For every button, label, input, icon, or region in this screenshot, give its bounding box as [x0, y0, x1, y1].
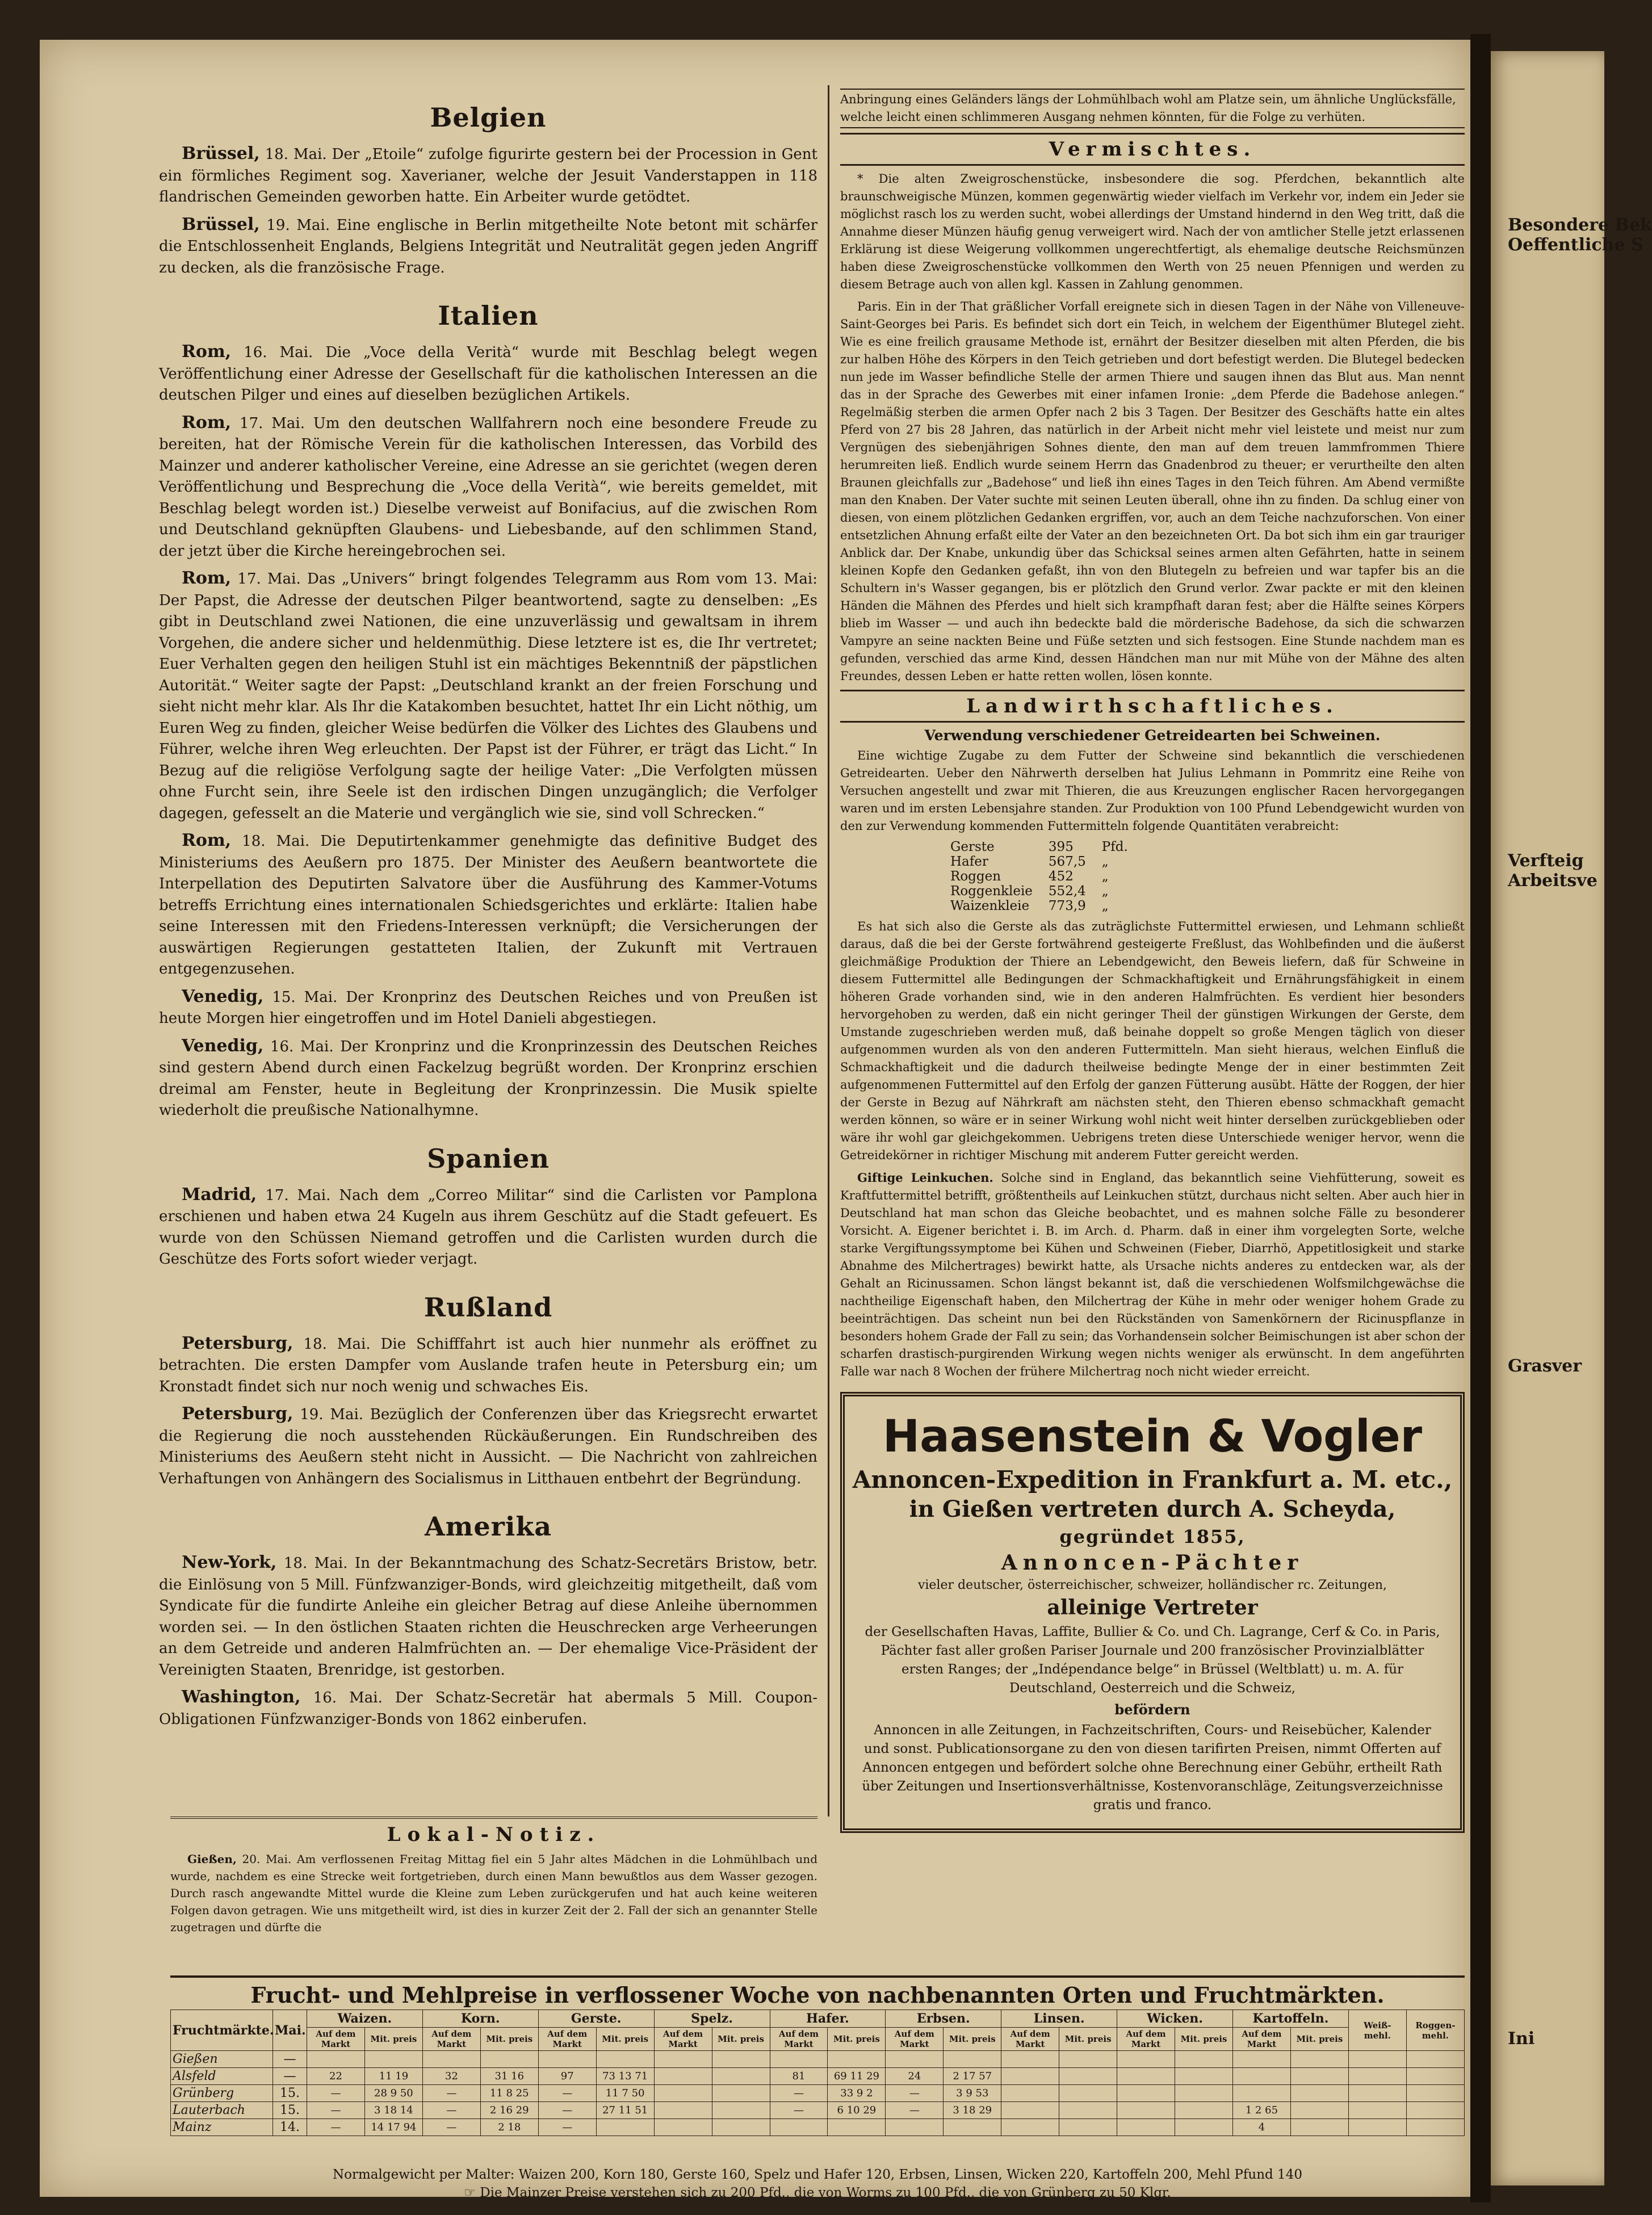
column-rule	[828, 85, 829, 1817]
local-notice	[170, 1817, 817, 1972]
price-cell	[422, 2051, 480, 2068]
article	[159, 1184, 817, 1270]
article	[159, 1403, 817, 1490]
ad-line: Annoncen-Pächter	[1001, 1551, 1304, 1575]
price-cell	[770, 2051, 828, 2068]
price-cell: 24	[886, 2068, 944, 2085]
price-cell	[1290, 2102, 1348, 2119]
market-name: Alsfeld	[171, 2068, 273, 2085]
grain-column-header: Korn.	[422, 2010, 538, 2028]
price-cell: —	[538, 2085, 596, 2102]
adjacent-page-fragment	[1491, 51, 1652, 2185]
flour-cell	[1348, 2102, 1406, 2119]
price-cell: 3 9 53	[944, 2085, 1001, 2102]
ad-line: der Gesellschaften Havas, Laffite, Bullier & Co. und Ch. Lagrange, Cerf & Co. in Paris, Pächter fast aller großen Pariser Journale und 200 französischer Provinzialblätter ersten Ranges; der „Indépendance belge“ in Brüssel (Weltblatt) u. m. A. für Deutschland, Oesterreich und die Schweiz,	[865, 1625, 1440, 1696]
feed-value: 452	[1048, 869, 1074, 884]
price-cell: 31 16	[480, 2068, 538, 2085]
price-cell: 97	[538, 2068, 596, 2085]
price-cell: —	[307, 2119, 365, 2136]
feed-value: 567,5	[1048, 854, 1086, 869]
feed-value: 552,4	[1048, 884, 1086, 899]
dateline: Rom,	[182, 830, 232, 850]
footnote: Normalgewicht per Malter: Waizen 200, Korn 180, Gerste 160, Spelz und Hafer 120, Erbsen, Linsen, Wicken 220, Kartoffeln 200, Mehl Pfund 140	[333, 2167, 1302, 2182]
grain-column-header: Linsen.	[1001, 2010, 1117, 2028]
price-cell	[828, 2119, 886, 2136]
article	[159, 986, 817, 1030]
feed-unit: Pfd.	[1101, 840, 1128, 854]
section-title: Landwirthschaftliches.	[840, 690, 1465, 723]
price-cell	[1290, 2051, 1348, 2068]
price-subheader: Mit. preis	[1059, 2028, 1117, 2051]
market-date: 14.	[273, 2119, 307, 2136]
price-subheader: Mit. preis	[364, 2028, 422, 2051]
feed-row	[942, 884, 1136, 899]
section-title: Spanien	[427, 1143, 550, 1174]
price-cell: 11 7 50	[596, 2085, 654, 2102]
article	[159, 341, 817, 406]
price-cell: 14 17 94	[364, 2119, 422, 2136]
price-subheader: Auf dem Markt	[1117, 2028, 1175, 2051]
feed-name: Roggenkleie	[950, 884, 1033, 899]
fragment-line: Arbeitsve	[1508, 871, 1598, 891]
price-cell	[712, 2119, 770, 2136]
section-title: Lokal-Notiz.	[387, 1823, 601, 1846]
feed-unit: „	[1101, 854, 1109, 869]
flour-column-header: Weiß-mehl.	[1348, 2010, 1406, 2051]
feed-unit: „	[1101, 884, 1109, 899]
price-cell	[1233, 2085, 1291, 2102]
subheading: Giftige Leinkuchen.	[857, 1171, 993, 1185]
ad-line: Annoncen in alle Zeitungen, in Fachzeitschriften, Cours- und Reisebücher, Kalender und sonst. Publicationsorgane zu den von diesen tarifirten Preisen, nimmt Offerten auf Annoncen entgegen und befördert solche ohne Berechnung einer Gebühr, ertheilt Rath über Zeitungen und Insertionsverhältnisse, Kostenvoranschläge, Zeitungsverzeichnisse gratis und franco.	[862, 1723, 1443, 1813]
price-cell	[1117, 2119, 1175, 2136]
price-cell	[1059, 2068, 1117, 2085]
price-cell: 32	[422, 2068, 480, 2085]
price-cell: 2 16 29	[480, 2102, 538, 2119]
ad-firm-name: Haasenstein & Vogler	[882, 1411, 1423, 1462]
advertisement	[840, 1392, 1465, 1833]
price-cell: —	[886, 2085, 944, 2102]
price-subheader: Mit. preis	[828, 2028, 886, 2051]
price-cell	[654, 2085, 712, 2102]
price-cell: —	[307, 2102, 365, 2119]
price-subheader: Mit. preis	[1175, 2028, 1233, 2051]
market-rows	[171, 2051, 1465, 2136]
price-cell: 81	[770, 2068, 828, 2085]
fragment-line: Oeffentliche S	[1508, 235, 1643, 255]
market-row	[171, 2051, 1465, 2068]
flour-cell	[1406, 2051, 1464, 2068]
price-cell	[1001, 2119, 1059, 2136]
price-cell: —	[422, 2085, 480, 2102]
grain-column-header: Wicken.	[1117, 2010, 1233, 2028]
price-cell: —	[770, 2085, 828, 2102]
dateline: Venedig,	[182, 1035, 264, 1056]
grain-column-header: Kartoffeln.	[1233, 2010, 1349, 2028]
price-cell	[596, 2119, 654, 2136]
price-cell	[1059, 2119, 1117, 2136]
section-title: Belgien	[430, 102, 547, 133]
article	[159, 214, 817, 279]
feed-value: 395	[1048, 840, 1074, 854]
market-column-header: Fruchtmärkte.	[171, 2010, 273, 2051]
price-cell	[712, 2085, 770, 2102]
market-name: Grünberg	[171, 2085, 273, 2102]
fragment-line: Besondere Bek	[1508, 215, 1652, 235]
paragraph: * Die alten Zweigroschenstücke, insbesondere die sog. Pferdchen, bekanntlich alte braunschweigische Münzen, kommen gegenwärtig wieder vielfach im Verkehr vor, indem ein Jeder sie möglichst rasch los zu werden sucht, wobei allerdings der Umstand hindernd in den Weg tritt, daß die Annahme dieser Münzen häufig genug verweigert wird. Nach der von amtlicher Stelle jetzt erlassenen Erklärung ist diese Weigerung vollkommen ungerechtfertigt, als ehemalige deutsche Reichsmünzen haben diese Zweigroschenstücke vollkommen den Werth von 25 neuen Pfennigen und werden zu diesem Betrage auch von allen kgl. Kassen in Zahlung genommen.	[840, 172, 1465, 291]
price-cell	[1001, 2068, 1059, 2085]
page-gutter	[1470, 34, 1491, 2203]
dateline: Gießen,	[187, 1852, 237, 1866]
article-text: 18. Mai. Die Deputirtenkammer genehmigte das definitive Budget des Ministeriums des Aeußern pro 1875. Der Minister des Aeußern beantwortete die Interpellation des Deputirten Salvatore über die Ausführung des Kammer-Votums betreffs Errichtung eines internationalen Schiedsgerichtes und erklärte: Italien habe seine Interessen mit den Friedens-Interessen verknüpft; die Versicherungen der auswärtigen Regierungen gestatteten Italien, der Zukunft mit Vertrauen entgegenzusehen.	[159, 833, 818, 978]
price-subheader: Auf dem Markt	[770, 2028, 828, 2051]
article	[159, 412, 817, 563]
price-cell	[654, 2051, 712, 2068]
flour-cell	[1348, 2051, 1406, 2068]
price-cell: 2 17 57	[944, 2068, 1001, 2085]
dateline: Washington,	[182, 1687, 301, 1707]
dateline: Brüssel,	[182, 214, 260, 234]
price-cell	[944, 2051, 1001, 2068]
market-name: Mainz	[171, 2119, 273, 2136]
section-title: Rußland	[424, 1291, 553, 1323]
market-name: Gießen	[171, 2051, 273, 2068]
price-cell	[1290, 2068, 1348, 2085]
dateline: Petersburg,	[182, 1333, 293, 1353]
price-cell	[596, 2051, 654, 2068]
price-cell	[1175, 2068, 1233, 2085]
paragraph: Es hat sich also die Gerste als das zuträglichste Futtermittel erwiesen, und Lehmann schließt daraus, daß die bei der Gerste fortwährend gesteigerte Freßlust, das Wohlbefinden und die äußerst gleichmäßige Produktion der Thiere an Lebendgewicht, den Beweis liefern, daß für Schweine in diesem Futtermittel alle Bedingungen der Schmackhaftigkeit und Ernährungsfähigkeit in einem höheren Grade vorhanden sind, wie in den anderen Halmfrüchten. Es verdient hier besonders hervorgehoben zu werden, daß ein nicht geringer Theil der günstigen Wirkungen der Gerste, dem Umstande zugeschrieben werden muß, daß beinahe doppelt so große Mengen täglich von dieser aufgenommen wurden als von den anderen Futtermitteln. Man sieht hieraus, welchen Einfluß die Schmackhaftigkeit und die dadurch theilweise bedingte Menge der in einer bestimmten Zeit aufgenommenen Futtermittel auf den Erfolg der ganzen Fütterung ausübt. Hätte der Roggen, der hier der Gerste in Bezug auf Nährkraft am nächsten steht, den Thieren ebenso schmackhaft gemacht werden können, so wäre er in seiner Wirkung wohl nicht weit hinter derselben zurückgeblieben oder wäre ihr wohl gar gleichgekommen. Uebrigens treten diese Unterschiede weniger hervor, wenn die Getreidekörner in richtiger Mischung mit anderem Futter gereicht werden.	[840, 920, 1465, 1162]
market-name: Lauterbach	[171, 2102, 273, 2119]
flour-cell	[1406, 2119, 1464, 2136]
price-cell	[1001, 2102, 1059, 2119]
flour-cell	[1348, 2068, 1406, 2085]
article-text: 17. Mai. Das „Univers“ bringt folgendes Telegramm aus Rom vom 13. Mai: Der Papst, die Adresse der deutschen Pilger beantwortend, sagte zu denselben: „Es gibt in Deutschland zwei Nationen, die eine unzuverlässig und gewaltsam in ihrem Vorgehen, die andere sicher und heldenmüthig. Diese letztere ist es, die Ihr vertretet; Euer Verhalten gegen den heiligen Stuhl ist ein mächtiges Bekenntniß der päpstlichen Autorität.“ Weiter sagte der Papst: „Deutschland krankt an der freien Forschung und sieht nicht mehr klar. Als Ihr die Katakomben besuchtet, hattet Ihr ein Licht nöthig, um Euren Weg zu finden, gleicher Weise bedürfen die Völker des Lichtes des Glaubens und Führer, welche ihren Weg erleuchten. Der Papst ist der Führer, er trägt das Licht.“ In Bezug auf die religiöse Verfolgung sagte der heilige Vater: „Die Verfolgten müssen ohne Furcht sein, ihre Seele ist den irdischen Dingen unzugänglich; die Verfolger dagegen, gefesselt an die Materie und vergänglich wie sie, sind voll Schrecken.“	[159, 570, 818, 822]
ad-line: in Gießen vertreten durch A. Scheyda,	[909, 1496, 1396, 1522]
article	[159, 1333, 817, 1398]
flour-cell	[1406, 2068, 1464, 2085]
dateline: Venedig,	[182, 986, 264, 1006]
dateline: New-York,	[182, 1553, 277, 1572]
price-cell: —	[422, 2102, 480, 2119]
flour-column-header: Roggen-mehl.	[1406, 2010, 1464, 2051]
price-cell	[1117, 2051, 1175, 2068]
paragraph-text: Solche sind in England, das bekanntlich seine Viehfütterung, soweit es Kraftfuttermittel betrifft, größtentheils auf Leinkuchen stützt, durchaus nicht selten. Aber auch hier in Deutschland hat man schon das Gleiche beobachtet, und es mahnen solche Fälle zu besonderer Vorsicht. A. Eigener berichtet i. B. im Arch. d. Pharm. daß in einer ihm vorgelegten Sorte, welche starke Vergiftungssymptome bei Kühen und Schweinen (Fieber, Diarrhö, Appetitlosigkeit und starke Abnahme des Milchertrages) bewirkt hatte, als Ursache nichts anderes zu entdecken war, als der Gehalt an Ricinussamen. Schon längst bekannt ist, daß die verschiedenen Wolfsmilchgewächse die nachtheilige Eigenschaft haben, den Milchertrag der Kühe in mehr oder weniger hohem Grade zu beeinträchtigen. Das scheint nun bei den Rückständen von Samenkörnern der Ricinuspflanze in besonders hohem Grade der Fall zu sein; das Vorhandensein solcher Beimischungen ist aber schon der scharfen drastisch-purgirenden Wirkung wegen nichts weniger als erwünscht. In dem angeführten Falle war nach 8 Wochen der frühere Milchertrag noch nicht wieder erreicht.	[840, 1171, 1465, 1378]
paragraph	[170, 1851, 817, 1936]
right-column	[840, 85, 1465, 1813]
dateline: Rom,	[182, 342, 232, 362]
feed-name: Hafer	[950, 854, 988, 869]
date-column-header: Mai.	[273, 2010, 307, 2051]
price-cell	[1233, 2068, 1291, 2085]
price-cell	[1117, 2068, 1175, 2085]
price-subheader: Mit. preis	[596, 2028, 654, 2051]
section-title: Amerika	[424, 1511, 552, 1542]
article	[159, 1035, 817, 1122]
market-date: —	[273, 2068, 307, 2085]
market-table-title: Frucht- und Mehlpreise in verflossener Woche von nachbenannten Orten und Fruchtmärkten.	[170, 1975, 1465, 2008]
feed-value: 773,9	[1048, 899, 1086, 913]
market-row	[171, 2119, 1465, 2136]
market-row	[171, 2068, 1465, 2085]
grain-column-header: Erbsen.	[886, 2010, 1001, 2028]
feed-name: Roggen	[950, 869, 1001, 884]
grain-column-header: Spelz.	[654, 2010, 770, 2028]
price-cell	[886, 2119, 944, 2136]
price-subheader: Auf dem Markt	[1233, 2028, 1291, 2051]
price-cell: 27 11 51	[596, 2102, 654, 2119]
price-cell	[1175, 2119, 1233, 2136]
market-date: —	[273, 2051, 307, 2068]
article-text: 15. Mai. Der Kronprinz des Deutschen Reiches und von Preußen ist heute Morgen hier eingetroffen und im Hotel Danieli abgestiegen.	[159, 988, 818, 1027]
ad-line: vieler deutscher, österreichischer, schweizer, holländischer rc. Zeitungen,	[917, 1578, 1387, 1592]
feed-table	[942, 840, 1136, 913]
price-cell: —	[886, 2102, 944, 2119]
price-subheader: Auf dem Markt	[422, 2028, 480, 2051]
article-text: 18. Mai. Der „Etoile“ zufolge figurirte gestern bei der Procession in Gent ein förmliches Regiment sog. Xaverianer, welche der Jesuit Vanderstappen in 118 flandrischen Gemeinden geworben hatte. Ein Arbeiter wurde getödtet.	[159, 146, 817, 205]
grain-column-header: Gerste.	[538, 2010, 654, 2028]
price-cell	[712, 2051, 770, 2068]
paragraph: Eine wichtige Zugabe zu dem Futter der Schweine sind bekanntlich die verschiedenen Getreidearten. Ueber den Nährwerth derselben hat Julius Lehmann in Pommritz eine Reihe von Versuchen angestellt und zwar mit Thieren, die aus Kreuzungen englischer Racen hervorgegangen waren und im ersten Lebensjahre standen. Zur Produktion von 100 Pfund Lebendgewicht wurden von den zur Verwendung kommenden Futtermitteln folgende Quantitäten verabreicht:	[840, 749, 1465, 833]
article-text: 16. Mai. Der Kronprinz und die Kronprinzessin des Deutschen Reiches sind gestern Abend durch einen Fackelzug begrüßt worden. Der Kronprinz erschien dreimal am Fenster, heute in Begleitung der Kronprinzessin. Die Musik spielte wiederholt die preußische Nationalhymne.	[159, 1038, 818, 1119]
price-cell	[1233, 2051, 1291, 2068]
price-cell: 28 9 50	[364, 2085, 422, 2102]
article	[159, 1552, 817, 1681]
price-cell	[654, 2068, 712, 2085]
price-cell: —	[538, 2102, 596, 2119]
grain-column-header: Waizen.	[307, 2010, 423, 2028]
dateline: Brüssel,	[182, 144, 260, 163]
price-cell	[480, 2051, 538, 2068]
price-cell: —	[770, 2102, 828, 2119]
price-cell	[712, 2102, 770, 2119]
price-subheader: Auf dem Markt	[538, 2028, 596, 2051]
price-cell	[364, 2051, 422, 2068]
price-cell: 11 19	[364, 2068, 422, 2085]
price-cell	[1175, 2085, 1233, 2102]
paragraph	[840, 1169, 1465, 1381]
price-cell: 22	[307, 2068, 365, 2085]
price-cell	[1059, 2085, 1117, 2102]
article	[159, 568, 817, 824]
feed-row	[942, 869, 1136, 884]
price-cell: 3 18 14	[364, 2102, 422, 2119]
price-cell	[654, 2119, 712, 2136]
price-cell: 73 13 71	[596, 2068, 654, 2085]
price-cell	[712, 2068, 770, 2085]
price-cell: 1 2 65	[1233, 2102, 1291, 2119]
market-date: 15.	[273, 2085, 307, 2102]
price-cell	[1117, 2085, 1175, 2102]
price-subheader: Auf dem Markt	[654, 2028, 712, 2051]
grain-header-row	[171, 2010, 1465, 2028]
price-cell	[1175, 2051, 1233, 2068]
price-cell	[307, 2051, 365, 2068]
sub-header-row	[171, 2028, 1465, 2051]
article	[159, 143, 817, 208]
flour-cell	[1348, 2119, 1406, 2136]
market-date: 15.	[273, 2102, 307, 2119]
dateline: Rom,	[182, 412, 232, 433]
market-price-table	[170, 2010, 1465, 2136]
paragraph-text: 20. Mai. Am verflossenen Freitag Mittag fiel ein 5 Jahr altes Mädchen in die Lohmühlbach und wurde, nachdem es eine Strecke weit fortgetrieben, durch einen Mann bewußtlos aus dem Wasser gezogen. Durch rasch angewandte Mittel wurde die Kleine zum Leben zurückgerufen und hat auch keine weiteren Folgen davon getragen. Wie uns mitgetheilt wird, ist dies in kurzer Zeit der 2. Fall der sich an genannter Stelle zugetragen und dürfte die	[170, 1852, 817, 1934]
dateline: Rom,	[182, 568, 232, 588]
article	[159, 1687, 817, 1730]
price-cell	[1175, 2102, 1233, 2119]
article-text: 19. Mai. Bezüglich der Conferenzen über das Kriegsrecht erwartet die Regierung die noch ausstehenden Rückäußerungen. Ein Rundschreiben des Ministeriums des Aeußern steht nicht in Aussicht. — Die Nachricht von zahlreichen Verhaftungen von Anhängern des Socialismus in Litthauen entbehrt der Begründung.	[159, 1406, 817, 1487]
price-cell	[886, 2051, 944, 2068]
price-subheader: Mit. preis	[712, 2028, 770, 2051]
left-column	[159, 102, 817, 1799]
paragraph: Paris. Ein in der That gräßlicher Vorfall ereignete sich in diesen Tagen in der Nähe von Villeneuve-Saint-Georges bei Paris. Es befindet sich dort ein Teich, in welchem der Eigenthümer Blutegel zieht. Wie es eine freilich grausame Methode ist, ernährt der Besitzer dieselben mit alten Pferden, die bis zur halben Höhe des Körpers in den Teich getrieben und dort befestigt werden. Die Blutegel bedecken nun jede im Wasser befindliche Stelle der armen Thiere und saugen ihnen das Blut aus. Man nennt das in der Sprache des Gewerbes mit einer infamen Ironie: „dem Pferde die Badehose anlegen.“ Regelmäßig sterben die armen Opfer nach 2 bis 3 Tagen. Der Besitzer des Geschäfts hatte ein altes Pferd von 27 bis 28 Jahren, das natürlich in der Arbeit nicht mehr viel leistete und meist nur zum Vergnügen des siebenjährigen Sohnes diente, den man auf dem treuen lammfrommen Thiere herumreiten ließ. Endlich wurde seinem Herrn das Gnadenbrod zu theuer; er verurtheilte den alten Braunen gleichfalls zur „Badehose“ und ließ ihn eines Tages in den Teich führen. Am Abend vermißte man den Knaben. Der Vater suchte mit seinen Leuten überall, ohne ihn zu finden. Da schlug einer von diesen, von einem plötzlichen Gedanken ergriffen, vor, auch an dem Teiche nachzuforschen. Von einer entsetzlichen Ahnung erfaßt eilte der Vater an den bezeichneten Ort. Da bot sich ihm ein gar trauriger Anblick dar. Der Knabe, unkundig über das Schicksal seines armen alten Gefährten, hatte in seinem kleinen Kopfe den Gedanken gefaßt, ihn von den Blutegeln zu befreien und war tapfer bis an die Schultern in's Wasser gegangen, bis er plötzlich den Grund verlor. Zwar packte er mit den kleinen Händen die Mähnen des Pferdes und hielt sich krampfhaft daran fest; aber die Hälfte seines Körpers blieb im Wasser — und auch ihn bedeckte bald die mörderische Badehose, da sich die schwarzen Vampyre an seine nackten Beine und Füße setzten und sich festsogen. Eine Stunde nachdem man es gefunden, verschied das arme Kind, dessen Händchen man nur mit Mühe von der Mähne des alten Freundes, dessen Leben er hatte retten wollen, lösen konnte.	[840, 300, 1465, 683]
price-subheader: Auf dem Markt	[307, 2028, 365, 2051]
price-cell	[654, 2102, 712, 2119]
price-cell: 11 8 25	[480, 2085, 538, 2102]
price-subheader: Mit. preis	[1290, 2028, 1348, 2051]
price-cell	[1059, 2051, 1117, 2068]
feed-row	[942, 899, 1136, 913]
subheading: Verwendung verschiedener Getreidearten bei Schweinen.	[924, 727, 1381, 744]
price-cell	[1290, 2119, 1348, 2136]
section-title: Italien	[438, 300, 539, 331]
ad-line: befördern	[1114, 1701, 1190, 1718]
price-cell	[1001, 2051, 1059, 2068]
flour-cell	[1406, 2102, 1464, 2119]
section-title: Vermischtes.	[840, 133, 1465, 166]
feed-name: Gerste	[950, 840, 995, 854]
price-subheader: Mit. preis	[944, 2028, 1001, 2051]
article-text: 18. Mai. Die Schifffahrt ist auch hier nunmehr als eröffnet zu betrachten. Die ersten Dampfer vom Auslande trafen heute in Petersburg ein; um Kronstadt findet sich nur noch wenig und schwaches Eis.	[159, 1335, 817, 1395]
ad-line: gegründet 1855,	[1059, 1526, 1246, 1547]
price-cell: 6 10 29	[828, 2102, 886, 2119]
price-cell	[770, 2119, 828, 2136]
ad-line: alleinige Vertreter	[1047, 1596, 1258, 1620]
price-cell: 33 9 2	[828, 2085, 886, 2102]
top-notice: Anbringung eines Geländers längs der Lohmühlbach wohl am Platze sein, um ähnliche Unglücksfälle, welche leicht einen schlimmeren Ausgang nehmen könnten, für die Folge zu verhüten.	[840, 89, 1465, 128]
grain-column-header: Hafer.	[770, 2010, 886, 2028]
article-text: 16. Mai. Der Schatz-Secretär hat abermals 5 Mill. Coupon-Obligationen Fünfzwanziger-Bonds von 1862 einberufen.	[159, 1689, 818, 1728]
price-subheader: Auf dem Markt	[1001, 2028, 1059, 2051]
fragment-line: Ini	[1508, 2029, 1535, 2049]
flour-cell	[1348, 2085, 1406, 2102]
price-cell: —	[538, 2119, 596, 2136]
price-cell	[1117, 2102, 1175, 2119]
price-cell: 2 18	[480, 2119, 538, 2136]
article-text: 16. Mai. Die „Voce della Verità“ wurde mit Beschlag belegt wegen Veröffentlichung einer Adresse der Gesellschaft für die katholischen Interessen an die deutschen Pilger und eines auf dieselben bezüglichen Artikels.	[159, 344, 818, 404]
feed-unit: „	[1101, 899, 1109, 913]
feed-row	[942, 854, 1136, 869]
price-cell	[828, 2051, 886, 2068]
price-cell	[1290, 2085, 1348, 2102]
dateline: Petersburg,	[182, 1404, 293, 1424]
price-subheader: Auf dem Markt	[886, 2028, 944, 2051]
market-row	[171, 2102, 1465, 2119]
fragment-line: Grasver	[1508, 1356, 1582, 1376]
feed-unit: „	[1101, 869, 1109, 884]
article	[159, 830, 817, 980]
flour-cell	[1406, 2085, 1464, 2102]
price-cell: 69 11 29	[828, 2068, 886, 2085]
market-row	[171, 2085, 1465, 2102]
fragment-line: Verfteig	[1508, 851, 1584, 871]
feed-row	[942, 840, 1136, 854]
article-text: 17. Mai. Um den deutschen Wallfahrern noch eine besondere Freude zu bereiten, hat der Römische Verein für die katholischen Interessen, das Vorbild des Mainzer und anderer katholischer Vereine, eine Adresse an sie gerichtet (wegen deren Veröffentlichung und Besprechung die „Voce della Verità“, wie bereits gemeldet, mit Beschlag belegt worden ist.) Dieselbe verweist auf Bonifacius, auf die zwischen Rom und Deutschland geknüpften Glaubens- und Liebesbande, auf den schlimmen Stand, der jetzt über die Kirche hereingebrochen sei.	[159, 414, 817, 560]
price-subheader: Mit. preis	[480, 2028, 538, 2051]
dateline: Madrid,	[182, 1184, 257, 1205]
ad-line: Annoncen-Expedition in Frankfurt a. M. etc.,	[852, 1466, 1453, 1494]
pointing-hand-icon: ☞	[464, 2185, 480, 2200]
feed-name: Waizenkleie	[950, 899, 1030, 913]
price-cell: —	[307, 2085, 365, 2102]
price-cell	[1001, 2085, 1059, 2102]
footnote	[170, 2185, 1465, 2200]
article-text: 18. Mai. In der Bekanntmachung des Schatz-Secretärs Bristow, betr. die Einlösung von 5 Mill. Fünfzwanziger-Bonds, wird gleichzeitig mitgetheilt, daß vom Syndicate für die fundirte Anleihe ein gleicher Betrag auf diese Anleihe übernommen worden sei. — In den östlichen Staaten richten die Heuschrecken arge Verheerungen an dem Getreide und anderen Halmfrüchten an. — Der ehemalige Vice-Präsident der Vereinigten Staaten, Brenridge, ist gestorben.	[159, 1555, 817, 1679]
price-cell: 4	[1233, 2119, 1291, 2136]
article-text: 17. Mai. Nach dem „Correo Militar“ sind die Carlisten vor Pamplona erschienen und haben etwa 24 Kugeln aus ihrem Geschütz auf die Stadt gefeuert. Es wurde von den Schüssen Niemand getroffen und die Carlisten wurden durch die Geschütze des Forts sofort wieder verjagt.	[159, 1186, 817, 1268]
price-cell	[1059, 2102, 1117, 2119]
article-text: 19. Mai. Eine englische in Berlin mitgetheilte Note betont mit schärfer die Entschlossenheit Englands, Belgiens Integrität und Neutralität gegen jeden Angriff zu decken, als die französische Frage.	[159, 216, 817, 276]
footnote-text: Die Mainzer Preise verstehen sich zu 200 Pfd., die von Worms zu 100 Pfd., die von Grünberg zu 50 Klgr.	[480, 2185, 1171, 2200]
price-cell: 3 18 29	[944, 2102, 1001, 2119]
price-cell	[538, 2051, 596, 2068]
price-cell: —	[422, 2119, 480, 2136]
price-cell	[944, 2119, 1001, 2136]
